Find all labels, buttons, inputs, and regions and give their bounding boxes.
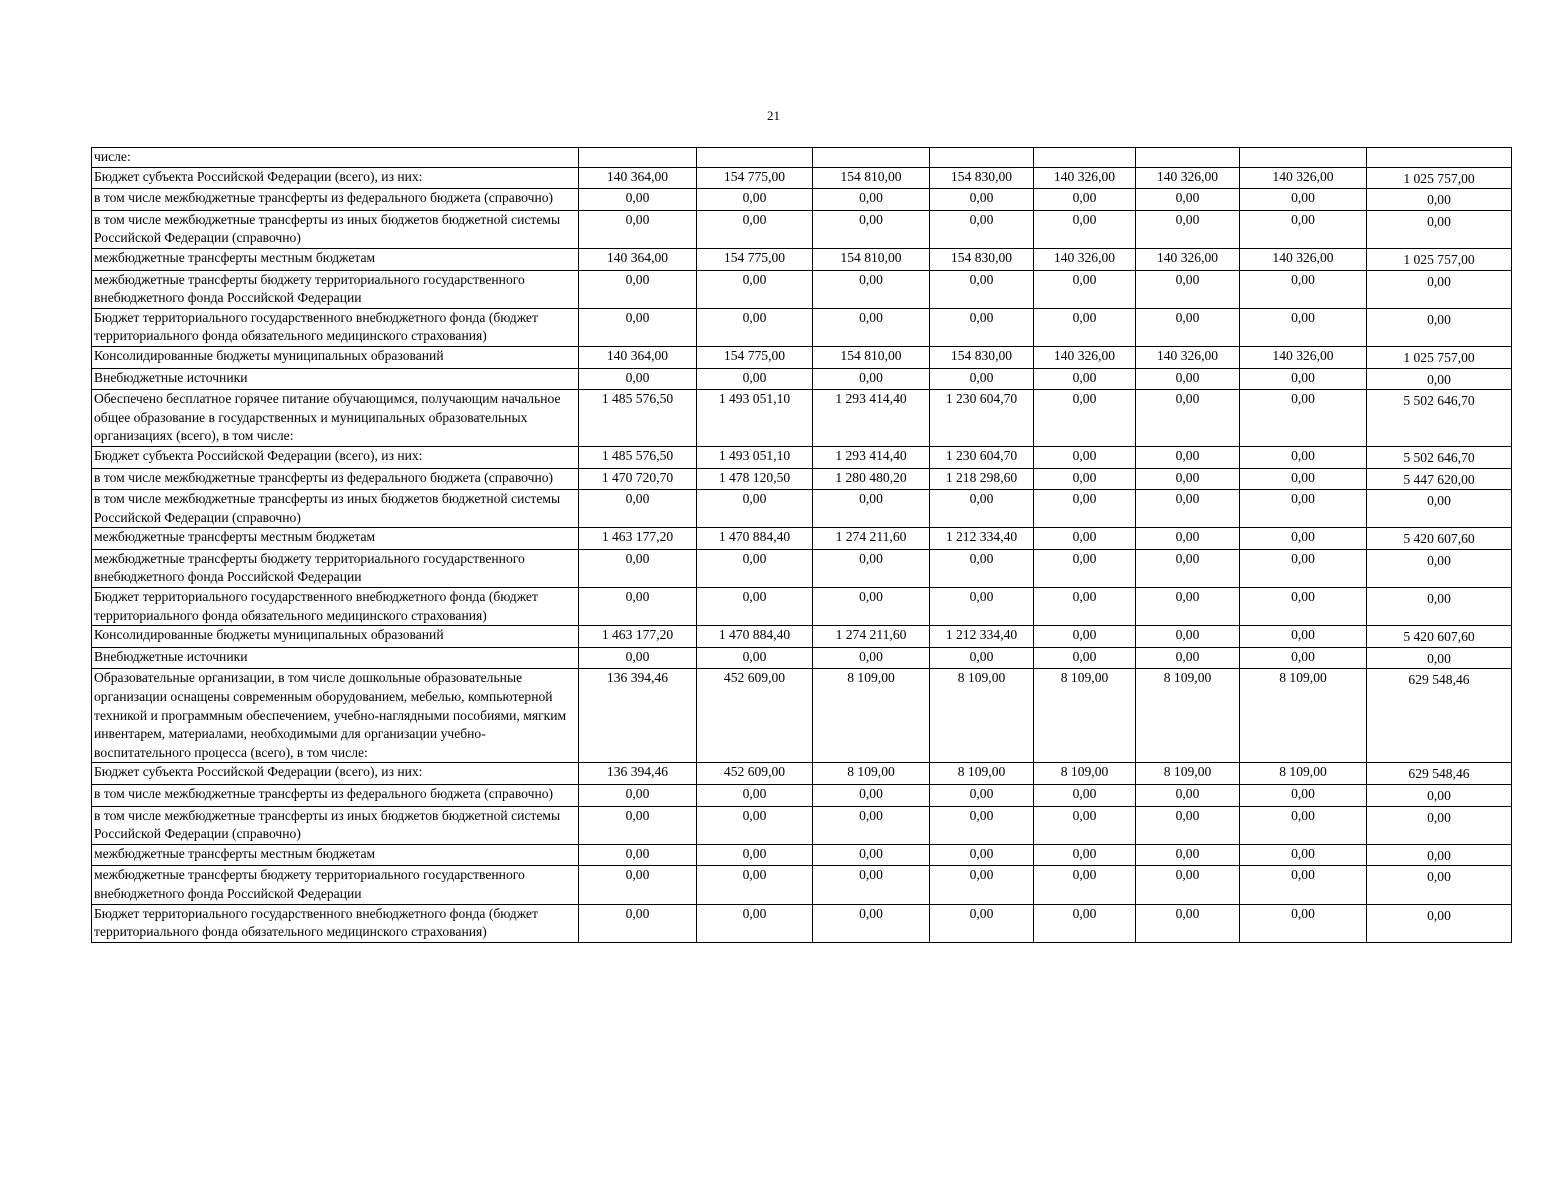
value-cell: 8 109,00 <box>1034 763 1136 785</box>
value-cell: 0,00 <box>1136 368 1240 390</box>
total-value-cell: 0,00 <box>1367 647 1512 669</box>
value-cell: 0,00 <box>697 785 813 807</box>
value-cell: 0,00 <box>813 904 930 942</box>
total-value-cell: 5 502 646,70 <box>1367 390 1512 447</box>
value-cell: 0,00 <box>1034 904 1136 942</box>
value-cell: 154 810,00 <box>813 167 930 189</box>
value-cell: 0,00 <box>1240 270 1367 308</box>
value-cell: 1 293 414,40 <box>813 446 930 468</box>
value-cell: 140 326,00 <box>1136 346 1240 368</box>
table-row <box>92 528 1512 550</box>
value-cell: 154 775,00 <box>697 167 813 189</box>
value-cell: 0,00 <box>1240 490 1367 528</box>
value-cell: 0,00 <box>930 189 1034 211</box>
budget-table <box>91 147 1512 943</box>
row-label: межбюджетные трансферты местным бюджетам <box>92 248 579 270</box>
value-cell: 1 485 576,50 <box>579 390 697 447</box>
value-cell: 0,00 <box>1034 626 1136 648</box>
value-cell: 0,00 <box>1240 446 1367 468</box>
value-cell: 0,00 <box>1240 390 1367 447</box>
value-cell <box>1136 148 1240 168</box>
value-cell: 0,00 <box>1136 549 1240 587</box>
value-cell: 0,00 <box>697 588 813 626</box>
value-cell: 0,00 <box>579 785 697 807</box>
value-cell: 0,00 <box>579 588 697 626</box>
value-cell <box>813 148 930 168</box>
value-cell <box>1240 148 1367 168</box>
value-cell: 1 493 051,10 <box>697 390 813 447</box>
value-cell: 1 218 298,60 <box>930 468 1034 490</box>
value-cell: 0,00 <box>1240 528 1367 550</box>
value-cell: 0,00 <box>579 308 697 346</box>
value-cell: 0,00 <box>1240 904 1367 942</box>
value-cell: 0,00 <box>1034 390 1136 447</box>
table-row <box>92 866 1512 904</box>
total-value-cell: 5 420 607,60 <box>1367 626 1512 648</box>
row-label: Внебюджетные источники <box>92 368 579 390</box>
total-value-cell: 0,00 <box>1367 210 1512 248</box>
total-value-cell: 0,00 <box>1367 549 1512 587</box>
value-cell: 140 364,00 <box>579 248 697 270</box>
value-cell: 0,00 <box>697 270 813 308</box>
value-cell: 0,00 <box>930 368 1034 390</box>
row-label: Консолидированные бюджеты муниципальных образований <box>92 346 579 368</box>
value-cell: 0,00 <box>1240 806 1367 844</box>
row-label: Консолидированные бюджеты муниципальных образований <box>92 626 579 648</box>
value-cell: 8 109,00 <box>930 763 1034 785</box>
value-cell <box>930 148 1034 168</box>
value-cell: 0,00 <box>579 189 697 211</box>
value-cell: 0,00 <box>813 806 930 844</box>
total-value-cell: 5 447 620,00 <box>1367 468 1512 490</box>
total-value-cell: 629 548,46 <box>1367 763 1512 785</box>
row-label: межбюджетные трансферты местным бюджетам <box>92 528 579 550</box>
row-label: Бюджет территориального государственного внебюджетного фонда (бюджет территориального фонда обязательного медицинского страхования) <box>92 308 579 346</box>
value-cell: 0,00 <box>697 368 813 390</box>
value-cell: 154 830,00 <box>930 248 1034 270</box>
value-cell: 0,00 <box>1034 189 1136 211</box>
table-row <box>92 763 1512 785</box>
value-cell: 0,00 <box>930 647 1034 669</box>
value-cell: 0,00 <box>930 490 1034 528</box>
value-cell: 0,00 <box>813 588 930 626</box>
table-row <box>92 148 1512 168</box>
value-cell: 0,00 <box>697 904 813 942</box>
table-row <box>92 346 1512 368</box>
total-value-cell: 0,00 <box>1367 866 1512 904</box>
value-cell <box>579 148 697 168</box>
total-value-cell: 1 025 757,00 <box>1367 248 1512 270</box>
value-cell: 0,00 <box>579 647 697 669</box>
value-cell: 0,00 <box>1136 647 1240 669</box>
value-cell: 0,00 <box>930 270 1034 308</box>
value-cell: 154 810,00 <box>813 248 930 270</box>
value-cell: 140 364,00 <box>579 346 697 368</box>
total-value-cell: 0,00 <box>1367 588 1512 626</box>
value-cell: 0,00 <box>697 844 813 866</box>
row-label: межбюджетные трансферты бюджету территориального государственного внебюджетного фонда Российской Федерации <box>92 270 579 308</box>
value-cell: 0,00 <box>1136 270 1240 308</box>
table-row <box>92 904 1512 942</box>
value-cell: 0,00 <box>1034 528 1136 550</box>
value-cell: 8 109,00 <box>1240 763 1367 785</box>
table-row <box>92 588 1512 626</box>
value-cell: 0,00 <box>1136 588 1240 626</box>
value-cell: 1 463 177,20 <box>579 626 697 648</box>
value-cell: 0,00 <box>813 844 930 866</box>
value-cell: 0,00 <box>930 785 1034 807</box>
value-cell: 0,00 <box>579 270 697 308</box>
page-number: 21 <box>767 108 780 123</box>
total-value-cell: 0,00 <box>1367 904 1512 942</box>
table-row <box>92 270 1512 308</box>
value-cell: 8 109,00 <box>1034 669 1136 763</box>
total-value-cell: 5 502 646,70 <box>1367 446 1512 468</box>
value-cell: 0,00 <box>813 647 930 669</box>
row-label: в том числе межбюджетные трансферты из иных бюджетов бюджетной системы Российской Федерации (справочно) <box>92 806 579 844</box>
value-cell: 0,00 <box>813 210 930 248</box>
value-cell: 0,00 <box>1240 189 1367 211</box>
value-cell: 0,00 <box>1034 549 1136 587</box>
total-value-cell: 0,00 <box>1367 270 1512 308</box>
total-value-cell: 1 025 757,00 <box>1367 167 1512 189</box>
value-cell: 0,00 <box>697 549 813 587</box>
value-cell: 1 274 211,60 <box>813 626 930 648</box>
value-cell: 0,00 <box>1034 446 1136 468</box>
value-cell: 140 326,00 <box>1240 167 1367 189</box>
value-cell: 0,00 <box>1136 390 1240 447</box>
value-cell: 0,00 <box>1240 368 1367 390</box>
value-cell: 0,00 <box>1240 626 1367 648</box>
table-row <box>92 446 1512 468</box>
value-cell: 1 485 576,50 <box>579 446 697 468</box>
value-cell: 8 109,00 <box>813 763 930 785</box>
value-cell: 0,00 <box>1240 549 1367 587</box>
value-cell: 0,00 <box>930 588 1034 626</box>
value-cell: 8 109,00 <box>813 669 930 763</box>
value-cell: 140 326,00 <box>1034 167 1136 189</box>
value-cell: 0,00 <box>1034 270 1136 308</box>
row-label: Бюджет территориального государственного внебюджетного фонда (бюджет территориального фонда обязательного медицинского страхования) <box>92 904 579 942</box>
value-cell: 452 609,00 <box>697 669 813 763</box>
table-row <box>92 468 1512 490</box>
table-row <box>92 785 1512 807</box>
value-cell: 154 775,00 <box>697 248 813 270</box>
value-cell: 0,00 <box>579 806 697 844</box>
table-row <box>92 647 1512 669</box>
total-value-cell: 5 420 607,60 <box>1367 528 1512 550</box>
value-cell: 0,00 <box>813 189 930 211</box>
row-label: Бюджет субъекта Российской Федерации (всего), из них: <box>92 763 579 785</box>
value-cell: 0,00 <box>813 270 930 308</box>
table-body <box>92 148 1512 943</box>
row-label: Бюджет субъекта Российской Федерации (всего), из них: <box>92 167 579 189</box>
value-cell: 0,00 <box>930 844 1034 866</box>
value-cell: 0,00 <box>1034 785 1136 807</box>
table-row <box>92 806 1512 844</box>
value-cell <box>697 148 813 168</box>
value-cell: 0,00 <box>1136 785 1240 807</box>
value-cell: 140 326,00 <box>1240 346 1367 368</box>
value-cell: 0,00 <box>813 308 930 346</box>
value-cell: 154 830,00 <box>930 167 1034 189</box>
value-cell: 0,00 <box>1034 468 1136 490</box>
value-cell: 0,00 <box>1034 844 1136 866</box>
value-cell: 0,00 <box>579 490 697 528</box>
table-row <box>92 844 1512 866</box>
value-cell: 0,00 <box>697 490 813 528</box>
value-cell: 0,00 <box>813 866 930 904</box>
value-cell: 140 364,00 <box>579 167 697 189</box>
value-cell: 0,00 <box>1240 588 1367 626</box>
table-row <box>92 167 1512 189</box>
table-row <box>92 189 1512 211</box>
row-label: Обеспечено бесплатное горячее питание обучающимся, получающим начальное общее образование в государственных и муниципальных образовательных организациях (всего), в том числе: <box>92 390 579 447</box>
value-cell: 0,00 <box>697 806 813 844</box>
value-cell: 1 274 211,60 <box>813 528 930 550</box>
value-cell: 0,00 <box>1240 308 1367 346</box>
value-cell: 0,00 <box>1136 844 1240 866</box>
row-label: Внебюджетные источники <box>92 647 579 669</box>
value-cell: 0,00 <box>1136 626 1240 648</box>
row-label: Бюджет субъекта Российской Федерации (всего), из них: <box>92 446 579 468</box>
total-value-cell: 1 025 757,00 <box>1367 346 1512 368</box>
value-cell: 0,00 <box>1136 806 1240 844</box>
value-cell: 1 470 884,40 <box>697 528 813 550</box>
value-cell: 0,00 <box>1240 647 1367 669</box>
value-cell: 0,00 <box>813 785 930 807</box>
value-cell: 0,00 <box>1136 490 1240 528</box>
value-cell: 452 609,00 <box>697 763 813 785</box>
value-cell: 1 230 604,70 <box>930 446 1034 468</box>
value-cell: 0,00 <box>930 806 1034 844</box>
value-cell: 0,00 <box>1034 368 1136 390</box>
table-row <box>92 368 1512 390</box>
total-value-cell: 0,00 <box>1367 308 1512 346</box>
value-cell: 0,00 <box>1240 468 1367 490</box>
value-cell: 0,00 <box>1034 588 1136 626</box>
value-cell: 0,00 <box>930 866 1034 904</box>
value-cell: 0,00 <box>697 647 813 669</box>
value-cell: 0,00 <box>1136 308 1240 346</box>
value-cell: 8 109,00 <box>930 669 1034 763</box>
table-row <box>92 669 1512 763</box>
table-row <box>92 210 1512 248</box>
value-cell: 0,00 <box>1240 844 1367 866</box>
value-cell: 1 470 720,70 <box>579 468 697 490</box>
value-cell: 136 394,46 <box>579 669 697 763</box>
value-cell: 0,00 <box>930 210 1034 248</box>
value-cell: 1 280 480,20 <box>813 468 930 490</box>
table-row <box>92 626 1512 648</box>
value-cell: 0,00 <box>1034 308 1136 346</box>
value-cell: 0,00 <box>697 210 813 248</box>
value-cell: 0,00 <box>1034 210 1136 248</box>
value-cell: 154 810,00 <box>813 346 930 368</box>
value-cell: 0,00 <box>1034 490 1136 528</box>
value-cell: 8 109,00 <box>1136 763 1240 785</box>
value-cell: 140 326,00 <box>1034 248 1136 270</box>
value-cell: 8 109,00 <box>1240 669 1367 763</box>
value-cell: 1 493 051,10 <box>697 446 813 468</box>
value-cell: 0,00 <box>1136 904 1240 942</box>
value-cell: 0,00 <box>1136 446 1240 468</box>
row-label: межбюджетные трансферты местным бюджетам <box>92 844 579 866</box>
value-cell: 0,00 <box>1136 210 1240 248</box>
total-value-cell: 0,00 <box>1367 844 1512 866</box>
value-cell: 1 212 334,40 <box>930 528 1034 550</box>
value-cell: 0,00 <box>1034 647 1136 669</box>
value-cell: 140 326,00 <box>1240 248 1367 270</box>
table-row <box>92 248 1512 270</box>
total-value-cell: 0,00 <box>1367 189 1512 211</box>
row-label: в том числе межбюджетные трансферты из иных бюджетов бюджетной системы Российской Федерации (справочно) <box>92 490 579 528</box>
value-cell: 0,00 <box>697 308 813 346</box>
total-value-cell: 0,00 <box>1367 806 1512 844</box>
value-cell: 154 830,00 <box>930 346 1034 368</box>
value-cell: 0,00 <box>1136 189 1240 211</box>
value-cell: 0,00 <box>579 904 697 942</box>
value-cell: 136 394,46 <box>579 763 697 785</box>
value-cell: 0,00 <box>1240 785 1367 807</box>
total-value-cell: 0,00 <box>1367 368 1512 390</box>
row-label: межбюджетные трансферты бюджету территориального государственного внебюджетного фонда Российской Федерации <box>92 549 579 587</box>
value-cell: 0,00 <box>579 368 697 390</box>
total-value-cell <box>1367 148 1512 168</box>
total-value-cell: 0,00 <box>1367 490 1512 528</box>
row-label: в том числе межбюджетные трансферты из федерального бюджета (справочно) <box>92 468 579 490</box>
total-value-cell: 0,00 <box>1367 785 1512 807</box>
value-cell: 0,00 <box>930 904 1034 942</box>
value-cell: 154 775,00 <box>697 346 813 368</box>
row-label: в том числе межбюджетные трансферты из иных бюджетов бюджетной системы Российской Федерации (справочно) <box>92 210 579 248</box>
value-cell: 140 326,00 <box>1136 248 1240 270</box>
value-cell: 0,00 <box>813 490 930 528</box>
value-cell: 0,00 <box>1240 866 1367 904</box>
row-label: Бюджет территориального государственного внебюджетного фонда (бюджет территориального фонда обязательного медицинского страхования) <box>92 588 579 626</box>
table-row <box>92 390 1512 447</box>
value-cell: 0,00 <box>579 210 697 248</box>
value-cell: 0,00 <box>813 549 930 587</box>
row-label: Образовательные организации, в том числе дошкольные образовательные организации оснащены современным оборудованием, мебелью, компьютерной техникой и программным обеспечением, учебно-наглядными пособиями, мягким инвентарем, материалами, необходимыми для организации учебно-воспитательного процесса (всего), в том числе: <box>92 669 579 763</box>
value-cell: 0,00 <box>1136 528 1240 550</box>
row-label: межбюджетные трансферты бюджету территориального государственного внебюджетного фонда Российской Федерации <box>92 866 579 904</box>
value-cell: 140 326,00 <box>1034 346 1136 368</box>
value-cell: 1 478 120,50 <box>697 468 813 490</box>
table-row <box>92 549 1512 587</box>
value-cell: 0,00 <box>813 368 930 390</box>
value-cell: 0,00 <box>697 866 813 904</box>
value-cell: 0,00 <box>1034 806 1136 844</box>
total-value-cell: 629 548,46 <box>1367 669 1512 763</box>
value-cell: 8 109,00 <box>1136 669 1240 763</box>
value-cell: 0,00 <box>930 308 1034 346</box>
row-label: в том числе межбюджетные трансферты из федерального бюджета (справочно) <box>92 189 579 211</box>
value-cell: 0,00 <box>1136 866 1240 904</box>
value-cell: 0,00 <box>579 866 697 904</box>
value-cell: 1 470 884,40 <box>697 626 813 648</box>
row-label: числе: <box>92 148 579 168</box>
value-cell: 0,00 <box>1136 468 1240 490</box>
value-cell: 1 293 414,40 <box>813 390 930 447</box>
table-row <box>92 490 1512 528</box>
value-cell: 0,00 <box>1240 210 1367 248</box>
value-cell: 140 326,00 <box>1136 167 1240 189</box>
value-cell <box>1034 148 1136 168</box>
value-cell: 0,00 <box>1034 866 1136 904</box>
value-cell: 0,00 <box>697 189 813 211</box>
value-cell: 0,00 <box>930 549 1034 587</box>
value-cell: 1 463 177,20 <box>579 528 697 550</box>
value-cell: 1 212 334,40 <box>930 626 1034 648</box>
value-cell: 0,00 <box>579 844 697 866</box>
row-label: в том числе межбюджетные трансферты из федерального бюджета (справочно) <box>92 785 579 807</box>
value-cell: 1 230 604,70 <box>930 390 1034 447</box>
table-row <box>92 308 1512 346</box>
value-cell: 0,00 <box>579 549 697 587</box>
